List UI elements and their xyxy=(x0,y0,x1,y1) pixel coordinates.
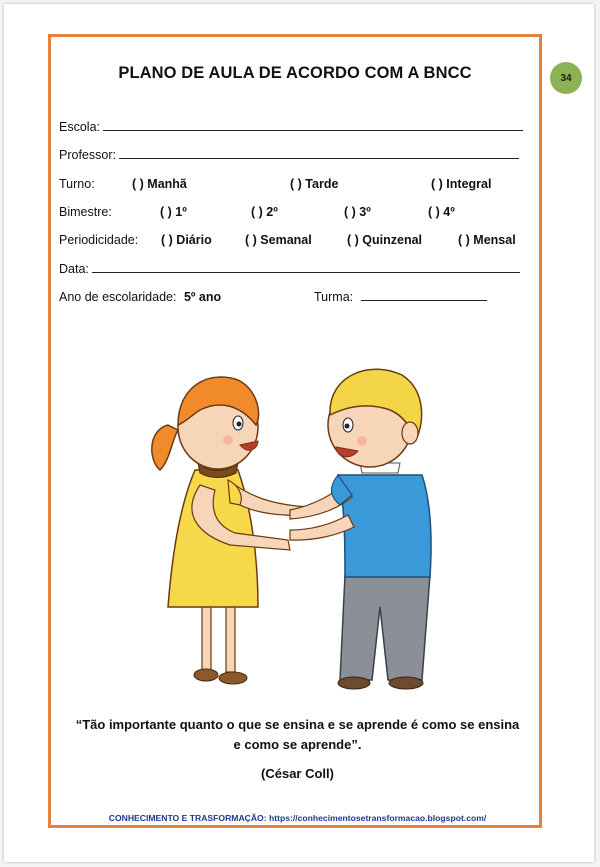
turno-label: Turno: xyxy=(59,177,95,191)
page-title: PLANO DE AULA DE ACORDO COM A BNCC xyxy=(118,64,472,82)
escola-label: Escola: xyxy=(59,120,100,134)
quote-line-2: e como se aprende”. xyxy=(233,737,362,752)
data-label: Data: xyxy=(59,262,89,276)
data-row xyxy=(59,262,520,276)
turno-option-manha[interactable]: ( ) Manhã xyxy=(132,177,187,191)
bimestre-option-3[interactable]: ( ) 3º xyxy=(344,205,371,219)
footer-credit[interactable]: CONHECIMENTO E TRASFORMAÇÃO: https://conhecimentosetransformacao.blogspot.com/ xyxy=(108,813,487,823)
children-illustration xyxy=(140,345,450,700)
quote-text xyxy=(60,715,535,755)
ano-value: 5º ano xyxy=(183,290,222,304)
turma-label: Turma: xyxy=(314,290,354,304)
professor-line[interactable] xyxy=(119,148,519,159)
ano-label: Ano de escolaridade: xyxy=(59,290,177,304)
page-number-badge: 34 xyxy=(550,62,582,94)
escola-line[interactable] xyxy=(103,120,523,131)
bimestre-label: Bimestre: xyxy=(59,205,112,219)
quote-author: (César Coll) xyxy=(261,766,334,781)
turno-option-integral[interactable]: ( ) Integral xyxy=(431,177,492,191)
turno-option-tarde[interactable]: ( ) Tarde xyxy=(290,177,339,191)
quote-line-1: “Tão importante quanto o que se ensina e se aprende é como se ensina xyxy=(75,717,520,732)
periodicidade-label: Periodicidade: xyxy=(59,233,139,247)
bimestre-option-4[interactable]: ( ) 4º xyxy=(428,205,455,219)
periodicidade-option-mensal[interactable]: ( ) Mensal xyxy=(458,233,516,247)
data-line[interactable] xyxy=(92,262,520,273)
turma-line[interactable] xyxy=(361,290,487,301)
boy-figure xyxy=(290,369,431,689)
professor-label: Professor: xyxy=(59,148,116,162)
bimestre-option-1[interactable]: ( ) 1º xyxy=(160,205,187,219)
professor-row xyxy=(59,148,519,162)
girl-figure xyxy=(152,377,310,684)
ano-row xyxy=(59,290,221,304)
periodicidade-option-quinzenal[interactable]: ( ) Quinzenal xyxy=(347,233,423,247)
bimestre-option-2[interactable]: ( ) 2º xyxy=(251,205,278,219)
periodicidade-option-semanal[interactable]: ( ) Semanal xyxy=(245,233,312,247)
turma-row xyxy=(314,290,487,304)
periodicidade-option-diario[interactable]: ( ) Diário xyxy=(161,233,212,247)
escola-row xyxy=(59,120,523,134)
